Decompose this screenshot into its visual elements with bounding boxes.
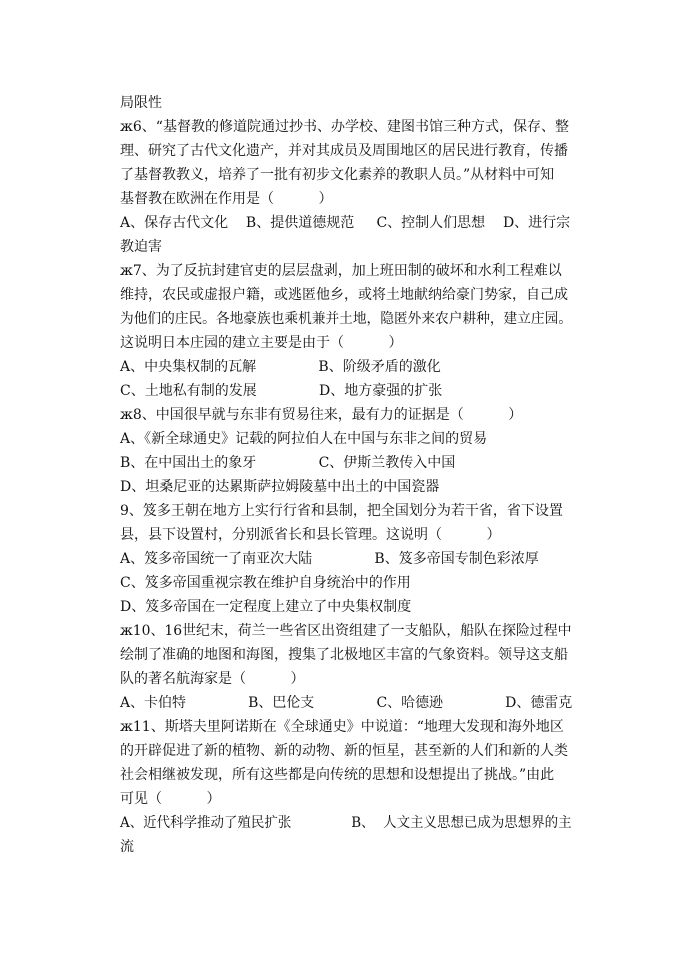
question-8-options: A、《新全球通史》记载的阿拉伯人在中国与东非之间的贸易 — [120, 431, 488, 447]
question-11-text: ж11、斯塔夫里阿诺斯在《全球通史》中说道：“地理大发现和海外地区 — [120, 719, 564, 735]
question-9-options: A、笈多帝国统一了南亚次大陆 B、笈多帝国专制色彩浓厚 — [120, 551, 539, 567]
question-7-options: C、土地私有制的发展 D、地方豪强的扩张 — [120, 383, 443, 399]
question-6-text: ж6、“基督教的修道院通过抄书、办学校、建图书馆三种方式，保存、整 — [120, 119, 569, 135]
text-line: 的开辟促进了新的植物、新的动物、新的恒星，甚至新的人们和新的人类 — [120, 743, 568, 759]
question-9-options: C、笈多帝国重视宗教在维护自身统治中的作用 — [120, 575, 411, 591]
text-line: 可见（ ） — [120, 791, 221, 807]
text-line: 理、研究了古代文化遗产，并对其成员及周围地区的居民进行教育，传播 — [120, 143, 568, 159]
text-line: 为他们的庄民。各地豪族也乘机兼并土地，隐匿外来农户耕种，建立庄园。 — [120, 311, 573, 327]
text-line: 教迫害 — [120, 239, 162, 255]
text-line: 了基督教教义，培养了一批有初步文化素养的教职人员。”从材料中可知 — [120, 167, 555, 183]
text-line: 队的著名航海家是（ ） — [120, 671, 305, 687]
text-line: 绘制了准确的地图和海图，搜集了北极地区丰富的气象资料。领导这支船 — [120, 647, 568, 663]
text-line: 局限性 — [120, 95, 162, 111]
question-7-options: A、中央集权制的瓦解 B、阶级矛盾的激化 — [120, 359, 441, 375]
question-8-options: B、在中国出土的象牙 C、伊斯兰教传入中国 — [120, 455, 456, 471]
question-7-text: ж7、为了反抗封建官吏的层层盘剥，加上班田制的破坏和水利工程难以 — [120, 263, 562, 279]
question-9-options: D、笈多帝国在一定程度上建立了中央集权制度 — [120, 599, 412, 615]
question-8-text: ж8、中国很早就与东非有贸易往来，最有力的证据是（ ） — [120, 407, 523, 423]
question-text-block — [120, 91, 572, 859]
question-11-options: A、近代科学推动了殖民扩张 B、 人文主义思想已成为思想界的主 — [120, 815, 572, 831]
text-line: 县，县下设置村，分别派省长和县长管理。这说明（ ） — [120, 527, 501, 543]
question-8-options: D、坦桑尼亚的达累斯萨拉姆陵墓中出土的中国瓷器 — [120, 479, 440, 495]
question-9-text: 9、笈多王朝在地方上实行行省和县制，把全国划分为若干省，省下设置 — [120, 503, 563, 519]
text-line: 维持，农民或虚报户籍，或逃匿他乡，或将土地献纳给豪门势家，自己成 — [120, 287, 568, 303]
text-line: 基督教在欧洲在作用是（ ） — [120, 191, 333, 207]
question-10-options: A、卡伯特 B、巴伦支 C、哈德逊 D、德雷克 — [120, 695, 573, 711]
text-line: 社会相继被发现，所有这些都是向传统的思想和设想提出了挑战。”由此 — [120, 767, 555, 783]
text-line: 流 — [120, 839, 134, 855]
question-6-options: A、保存古代文化 B、提供道德规范 C、控制人们思想 D、进行宗 — [120, 215, 571, 231]
question-10-text: ж10、16世纪末，荷兰一些省区出资组建了一支船队，船队在探险过程中 — [120, 623, 572, 639]
text-line: 这说明日本庄园的建立主要是由于（ ） — [120, 335, 403, 351]
